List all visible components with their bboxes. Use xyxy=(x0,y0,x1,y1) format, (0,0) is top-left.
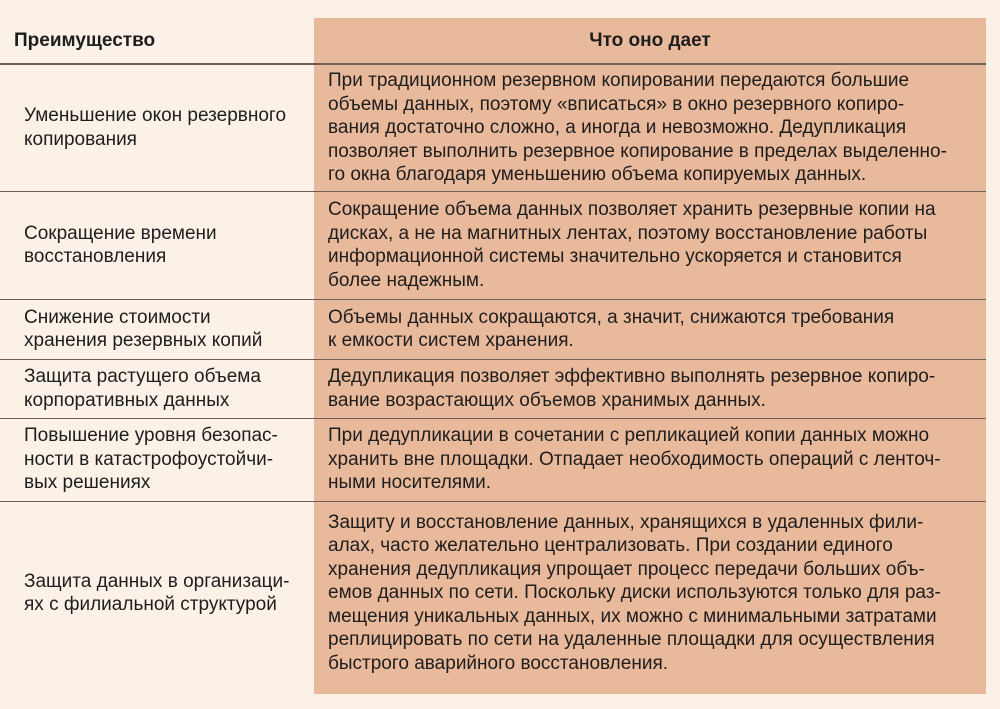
advantage-line: Повышение уровня безопас- xyxy=(24,425,278,447)
benefit-line: При дедупликации в сочетании с репликацией копии данных можно xyxy=(328,425,930,447)
advantages-table xyxy=(0,18,986,685)
benefit-line: более надежным. xyxy=(328,269,485,291)
benefit-line: к емкости систем хранения. xyxy=(328,330,574,351)
advantage-line: вых решениях xyxy=(24,472,151,494)
benefit-line: хранить вне площадки. Отпадает необходимость операций с ленточ- xyxy=(328,448,941,470)
advantage-cell xyxy=(0,191,314,299)
benefit-line: Дедупликация позволяет эффективно выполнять резервное копиро- xyxy=(328,366,936,387)
advantage-line: копирования xyxy=(24,128,137,150)
benefit-line: объемы данных, поэтому «вписаться» в окно резервного копиро- xyxy=(328,93,905,115)
advantage-line: Уменьшение окон резервного xyxy=(24,105,287,127)
advantage-line: хранения резервных копий xyxy=(24,330,263,351)
benefit-line: мещения уникальных данных, их можно с минимальными затратами xyxy=(328,605,937,627)
benefit-line: реплицировать по сети на удаленные площадки для осуществления xyxy=(328,629,935,651)
benefit-line: информационной системы значительно ускоряется и становится xyxy=(328,246,902,267)
table-row xyxy=(0,418,986,501)
benefit-line: быстрого аварийного восстановления. xyxy=(328,652,669,674)
table-row xyxy=(0,501,986,685)
advantage-line: Сокращение времени xyxy=(24,222,217,244)
benefit-line: Объемы данных сокращаются, а значит, снижаются требования xyxy=(328,306,895,328)
benefit-cell xyxy=(314,418,986,501)
advantage-cell xyxy=(0,418,314,501)
advantage-cell xyxy=(0,501,314,685)
benefit-cell xyxy=(314,64,986,191)
benefit-line: емов данных по сети. Поскольку диски используются только для раз- xyxy=(328,582,941,604)
advantage-line: Снижение стоимости xyxy=(24,306,211,328)
benefit-cell xyxy=(314,501,986,685)
advantage-line: корпоративных данных xyxy=(24,389,230,411)
table-row xyxy=(0,64,986,191)
table-row xyxy=(0,359,986,418)
benefit-line: Сокращение объема данных позволяет хранить резервные копии на xyxy=(328,199,936,220)
benefit-line: ными носителями. xyxy=(328,472,492,494)
header-advantage: Преимущество xyxy=(0,18,314,64)
table-row xyxy=(0,191,986,299)
header-benefit: Что оно дает xyxy=(314,18,986,64)
table-header-row xyxy=(0,18,986,64)
benefit-line: При традиционном резервном копировании передаются большие xyxy=(328,70,910,91)
benefit-cell xyxy=(314,299,986,359)
advantage-cell xyxy=(0,64,314,191)
advantage-line: восстановления xyxy=(24,246,167,267)
advantage-line: ях с филиальной структурой xyxy=(24,594,277,615)
advantage-cell xyxy=(0,299,314,359)
advantage-line: ности в катастрофоустойчи- xyxy=(24,448,274,470)
benefit-line: Защиту и восстановление данных, хранящихся в удаленных фили- xyxy=(328,511,924,533)
benefit-line: хранения дедупликация упрощает процесс передачи больших объ- xyxy=(328,558,925,580)
benefit-cell xyxy=(314,191,986,299)
advantage-line: Защита растущего объема xyxy=(24,366,261,387)
benefit-line: го окна благодаря уменьшению объема копируемых данных. xyxy=(328,164,867,185)
advantage-cell xyxy=(0,359,314,418)
benefit-line: вание возрастающих объемов хранимых данных. xyxy=(328,389,766,411)
benefit-line: вания достаточно сложно, а иногда и невозможно. Дедупликация xyxy=(328,117,907,138)
table-row xyxy=(0,299,986,359)
benefit-line: позволяет выполнить резервное копирование в пределах выделенно- xyxy=(328,140,947,162)
benefit-line: алах, часто желательно централизовать. При создании единого xyxy=(328,535,893,557)
benefit-cell xyxy=(314,359,986,418)
benefit-line: дисках, а не на магнитных лентах, поэтому восстановление работы xyxy=(328,222,928,244)
advantage-line: Защита данных в организаци- xyxy=(24,570,290,592)
